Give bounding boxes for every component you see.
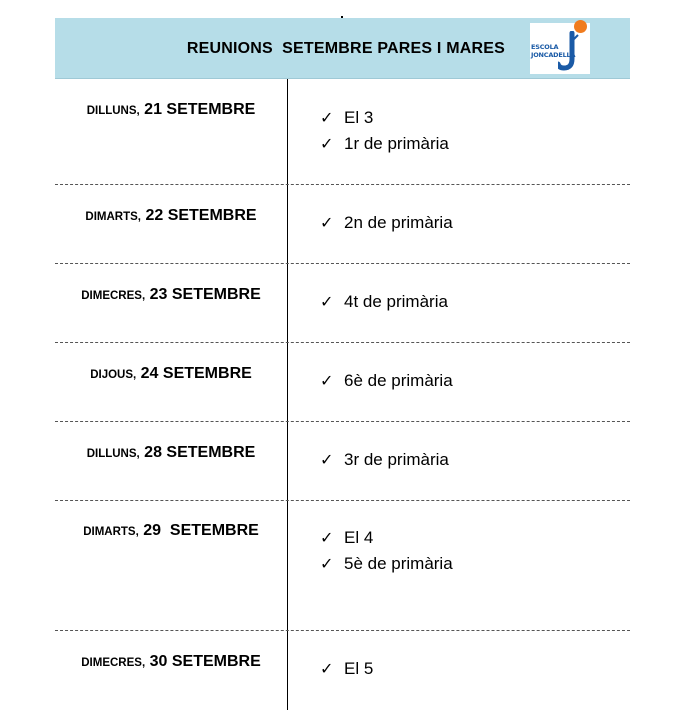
meeting-date	[55, 365, 287, 383]
meeting-groups	[320, 447, 449, 473]
group-name: El 4	[344, 528, 374, 547]
meeting-date	[55, 522, 287, 540]
row-separator	[55, 342, 630, 343]
checkmark-icon: ✓	[320, 108, 334, 127]
meeting-groups	[320, 525, 453, 577]
day-name: DIMECRES,	[81, 657, 146, 669]
date-text: 22 SETEMBRE	[141, 207, 257, 224]
meeting-groups	[320, 105, 449, 157]
checkmark-icon: ✓	[320, 371, 334, 390]
date-text: 23 SETEMBRE	[145, 286, 261, 303]
meeting-groups	[320, 368, 453, 394]
group-name: 3r de primària	[344, 450, 449, 469]
logo-text-line2: JONCADELLA	[531, 51, 576, 59]
page-title: REUNIONS SETEMBRE PARES I MARES	[186, 40, 505, 57]
school-logo	[530, 23, 590, 74]
meeting-date	[55, 101, 287, 119]
group-name: 6è de primària	[344, 371, 453, 390]
list-item	[320, 551, 453, 577]
list-item	[320, 289, 448, 315]
meeting-groups	[320, 210, 453, 236]
checkmark-icon: ✓	[320, 450, 334, 469]
checkmark-icon: ✓	[320, 292, 334, 311]
group-name: 4t de primària	[344, 292, 448, 311]
meeting-date	[55, 653, 287, 671]
checkmark-icon: ✓	[320, 528, 334, 547]
date-text: 28 SETEMBRE	[139, 444, 256, 461]
list-item	[320, 105, 449, 131]
day-name: DIMARTS,	[85, 211, 141, 223]
checkmark-icon: ✓	[320, 213, 334, 232]
checkmark-icon: ✓	[320, 134, 334, 153]
logo-text-line1: ESCOLA	[531, 43, 559, 51]
row-separator	[55, 184, 630, 185]
column-divider	[287, 79, 288, 710]
day-name: DILLUNS,	[86, 105, 140, 117]
day-name: DIJOUS,	[90, 369, 137, 381]
list-item	[320, 656, 373, 682]
row-separator	[55, 421, 630, 422]
meeting-groups	[320, 656, 373, 682]
group-name: El 3	[344, 108, 374, 127]
meeting-date	[55, 444, 287, 462]
date-text: 30 SETEMBRE	[145, 653, 261, 670]
list-item	[320, 368, 453, 394]
list-item	[320, 210, 453, 236]
group-name: 2n de primària	[344, 213, 453, 232]
day-name: DILLUNS,	[86, 448, 140, 460]
list-item	[320, 525, 453, 551]
date-text: 21 SETEMBRE	[139, 101, 256, 118]
row-separator	[55, 630, 630, 631]
date-text: 29 SETEMBRE	[138, 522, 259, 539]
meeting-date	[55, 286, 287, 304]
group-name: 5è de primària	[344, 554, 453, 573]
checkmark-icon: ✓	[320, 554, 334, 573]
day-name: DIMECRES,	[81, 290, 146, 302]
meeting-date	[55, 207, 287, 225]
date-text: 24 SETEMBRE	[136, 365, 252, 382]
list-item	[320, 131, 449, 157]
checkmark-icon: ✓	[320, 659, 334, 678]
row-separator	[55, 263, 630, 264]
meeting-groups	[320, 289, 448, 315]
group-name: El 5	[344, 659, 374, 678]
day-name: DIMARTS,	[83, 526, 139, 538]
group-name: 1r de primària	[344, 134, 449, 153]
list-item	[320, 447, 449, 473]
row-separator	[55, 500, 630, 501]
